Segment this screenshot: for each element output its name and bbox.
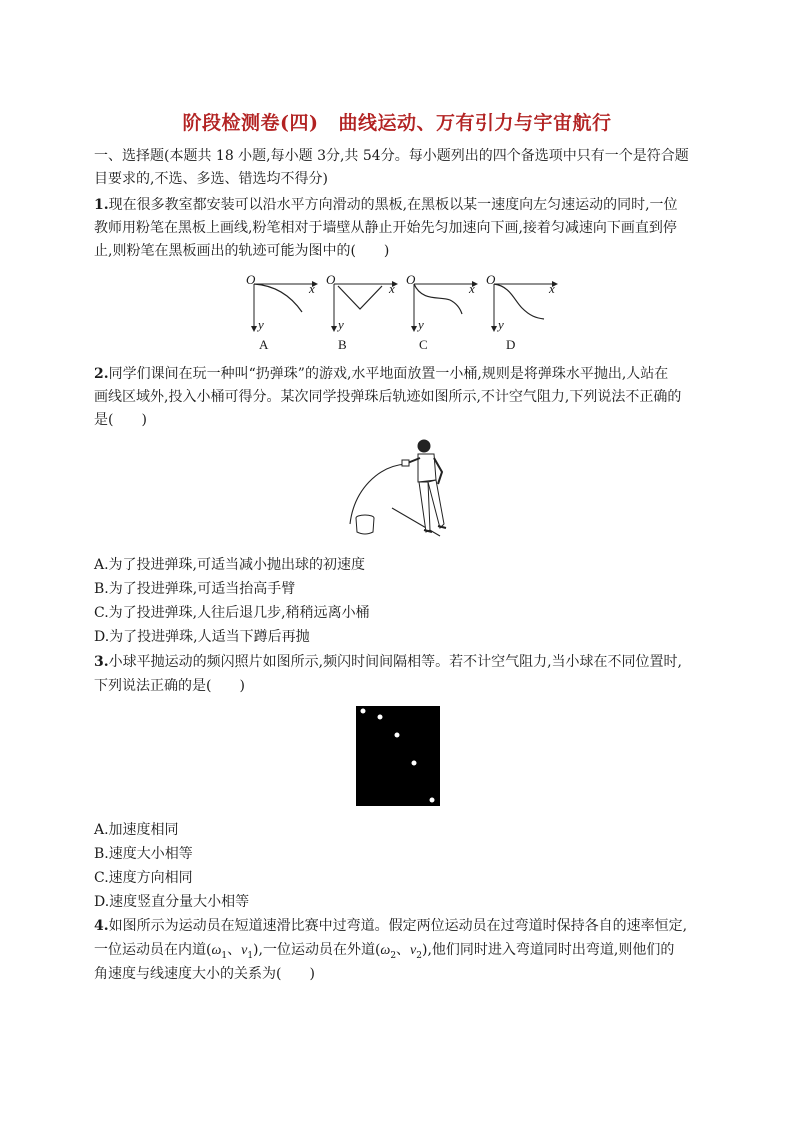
q4-omega1-sub: 1 <box>221 950 228 961</box>
q4-omega2-sub: 2 <box>390 950 397 961</box>
section-header-line2: 目要求的,不选、多选、错选均不得分) <box>94 171 328 187</box>
q3-option-a: A.加速度相同 <box>94 822 179 838</box>
q3-ball-5 <box>430 798 435 803</box>
page-title <box>0 108 794 135</box>
q3-ball-4 <box>412 761 417 766</box>
q4-v1: v <box>241 943 248 958</box>
title-sub: 曲线运动、万有引力与宇宙航行 <box>338 112 612 134</box>
q3-ball-2 <box>378 715 383 720</box>
q4-omega2: ω <box>380 943 391 958</box>
q1-a-label: A <box>259 337 269 352</box>
q2-throw-line <box>392 508 440 536</box>
q1-c-label: C <box>419 337 428 352</box>
q4-omega1: ω <box>211 943 222 958</box>
q4-number: 4. <box>94 918 109 934</box>
q4-text-2c: ),他们同时进入弯道同时出弯道,则他们的 <box>422 942 675 958</box>
q4-v2: v <box>410 943 417 958</box>
q1-a-x: x <box>309 281 315 296</box>
q4-line3: 角速度与线速度大小的关系为( ) <box>94 966 315 982</box>
q1-curve-a <box>254 284 302 312</box>
q3-number: 3. <box>94 654 109 670</box>
q4-sep1: 、 <box>227 942 242 958</box>
q1-curve-c <box>414 284 462 314</box>
q2-line3: 是( ) <box>94 412 147 428</box>
q1-b-x: x <box>389 281 395 296</box>
q1-line3: 止,则粉笔在黑板画出的轨迹可能为图中的( ) <box>94 243 390 259</box>
q3-strobe-photo <box>356 706 440 806</box>
q4-text-2a: 一位运动员在内道( <box>94 942 212 958</box>
q4-text-1: 如图所示为运动员在短道速滑比赛中过弯道。假定两位运动员在过弯道时保持各自的速率恒定, <box>108 918 688 934</box>
q3-line2: 下列说法正确的是( ) <box>94 678 245 694</box>
q2-option-a: A.为了投进弹珠,可适当减小抛出球的初速度 <box>94 557 366 573</box>
q3-ball-1 <box>361 709 366 714</box>
q1-curve-d <box>494 284 544 319</box>
q1-d-label: D <box>506 337 516 352</box>
q3-ball-3 <box>395 733 400 738</box>
q1-b-label: B <box>338 337 347 352</box>
q2-trajectory <box>350 464 406 524</box>
q2-option-c: C.为了投进弹珠,人往后退几步,稍稍远离小桶 <box>94 605 370 621</box>
q1-curve-b <box>338 286 382 309</box>
q1-d-y: y <box>498 317 504 332</box>
q3-text-1: 小球平抛运动的频闪照片如图所示,频闪时间间隔相等。若不计空气阻力,当小球在不同位置时, <box>108 654 682 670</box>
q3-option-c: C.速度方向相同 <box>94 870 193 886</box>
q3-option-b: B.速度大小相等 <box>94 846 193 862</box>
q1-b-origin: O <box>326 272 336 287</box>
q2-option-b: B.为了投进弹珠,可适当抬高手臂 <box>94 581 296 597</box>
q2-line2: 画线区域外,投入小桶可得分。某次同学投弹珠后轨迹如图所示,不计空气阻力,下列说法不正确的 <box>94 389 682 405</box>
q1-c-x: x <box>469 281 475 296</box>
q4-text-2b: ),一位运动员在外道( <box>253 942 381 958</box>
q4-sep2: 、 <box>396 942 411 958</box>
q2-option-d: D.为了投进弹珠,人适当下蹲后再抛 <box>94 629 310 645</box>
q4-v1-sub: 1 <box>247 950 254 961</box>
q1-number: 1. <box>94 197 109 213</box>
q1-b-y: y <box>338 317 344 332</box>
q2-line1 <box>94 363 704 385</box>
title-main: 阶段检测卷(四) <box>182 112 319 134</box>
q1-a-origin: O <box>246 272 256 287</box>
q1-c-origin: O <box>406 272 416 287</box>
q4-line1 <box>94 915 704 937</box>
q1-d-origin: O <box>486 272 496 287</box>
q2-figure <box>338 432 468 544</box>
q1-d-x: x <box>549 281 555 296</box>
q4-v2-sub: 2 <box>416 950 422 961</box>
q2-bucket <box>356 518 374 534</box>
q1-text-1: 现在很多教室都安装可以沿水平方向滑动的黑板,在黑板以某一速度向左匀速运动的同时,一位 <box>108 197 678 213</box>
q3-option-d: D.速度竖直分量大小相等 <box>94 894 250 910</box>
q2-number: 2. <box>94 366 109 382</box>
q1-c-y: y <box>418 317 424 332</box>
q1-line1 <box>94 194 704 216</box>
q3-line1 <box>94 651 704 673</box>
q2-text-1: 同学们课间在玩一种叫“扔弹珠”的游戏,水平地面放置一小桶,规则是将弹珠水平抛出,人站在 <box>108 366 669 382</box>
q1-a-y: y <box>258 317 264 332</box>
section-header-line1: 一、选择题(本题共 18 小题,每小题 3分,共 54分。每小题列出的四个备选项中只有一个是符合题 <box>94 148 689 164</box>
q1-line2: 教师用粉笔在黑板上画线,粉笔相对于墙壁从静止开始先匀加速向下画,接着匀减速向下画直到停 <box>94 220 677 236</box>
